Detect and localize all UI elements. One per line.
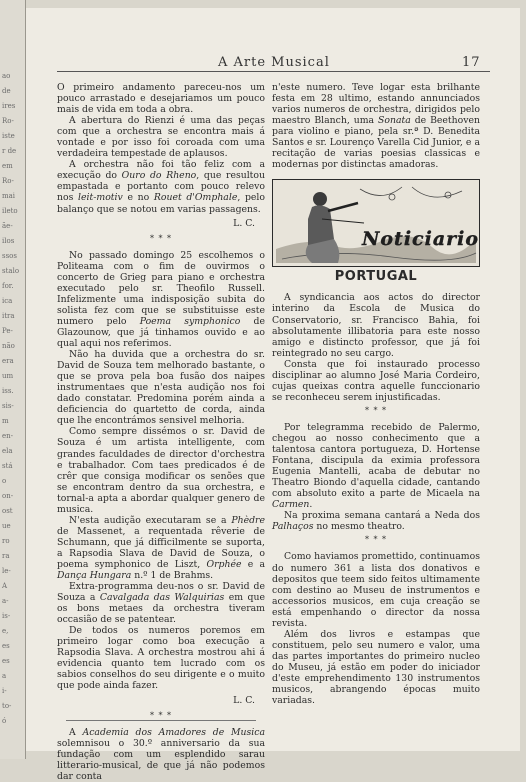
offcut-fragment: ileto xyxy=(2,207,18,215)
offcut-fragment: iste xyxy=(2,132,15,140)
asterism-divider: * * * xyxy=(364,535,388,545)
offcut-fragment: um xyxy=(2,372,14,380)
offcut-fragment: i- xyxy=(2,687,7,695)
offcut-fragment: en- xyxy=(2,432,14,440)
offcut-fragment: ilos xyxy=(2,237,15,245)
offcut-fragment: m xyxy=(2,417,9,425)
offcut-fragment: mai xyxy=(2,192,16,200)
signature-initials: L. C. xyxy=(233,694,255,706)
offcut-fragment: Pe- xyxy=(2,327,13,335)
noticiario-banner-illustration xyxy=(272,179,480,267)
offcut-fragment: sis- xyxy=(2,402,14,410)
offcut-fragment: to- xyxy=(2,702,12,710)
paragraph: N'esta audição executaram se a Phèdre de Massenet, a requentada rêverie de Schumann, que já difficilmente se suporta, a Rapsodia Slava de David de Souza, o poema symphonico de Liszt, Orphée e a Dança Hungara n.º 1 de Brahms. xyxy=(57,514,265,582)
offcut-fragment: e, xyxy=(2,627,9,635)
offcut-fragment: não xyxy=(2,342,15,350)
offcut-fragment: itra xyxy=(2,312,15,320)
offcut-fragment: iss. xyxy=(2,387,14,395)
offcut-fragment: em xyxy=(2,162,13,170)
paragraph: Como haviamos promettido, continuamos do numero 361 a lista dos donativos e depositos que teem sido feitos ultimamente com destino ao Museu de instrumentos e accessorios musicos, em cuja creação se está empenhando o director da nossa revista. xyxy=(272,551,480,629)
offcut-fragment: stalo xyxy=(2,267,20,275)
paragraph: A syndicancia aos actos do director interino da Escola de Musica do Conservatorio, sr. Francisco Bahia, foi absolutamente illibatoria para este nosso amigo e distincto professor, que já foi reintegrado no seu cargo. xyxy=(272,292,480,359)
section-heading-portugal: PORTUGAL xyxy=(334,269,418,285)
offcut-fragment: o xyxy=(2,477,7,485)
left-column xyxy=(57,82,265,782)
offcut-fragment: a- xyxy=(2,597,9,605)
offcut-fragment: ao xyxy=(2,72,11,80)
offcut-fragment: on- xyxy=(2,492,14,500)
asterism-divider: * * * xyxy=(364,405,388,415)
header-rule xyxy=(57,71,490,72)
paragraph: Além dos livros e estampas que constituem, pelo seu numero e valor, uma das partes importantes do primeiro nucleo do Museu, já estão em poder do iniciador d'este emprehendimento 130 instrumentos musicos, abrangendo épocas muito variadas. xyxy=(272,628,480,707)
offcut-fragment: ela xyxy=(2,447,13,455)
running-head-title: A Arte Musical xyxy=(218,55,330,70)
paragraph: A abertura do Rienzi é uma das peças com que a orchestra se encontra mais á vontade e por isso foi coroada com uma verdadeira tempestade de aplausos. xyxy=(57,115,265,160)
offcut-fragment: es xyxy=(2,642,10,650)
offcut-fragment: Ro- xyxy=(2,177,14,185)
offcut-fragment: stá xyxy=(2,462,13,470)
offcut-fragment: ires xyxy=(2,102,16,110)
offcut-fragment: ãe- xyxy=(2,222,13,230)
offcut-fragment: ro xyxy=(2,537,10,545)
asterism-divider: * * * xyxy=(149,233,173,243)
offcut-fragment: A xyxy=(2,582,8,590)
paragraph: De todos os numeros poremos em primeiro logar como boa execução a Rapsodia Slava. A orchestra mostrou ahi á evidencia quanto tem lucrado com os sabios conselhos do seu dirigente e o muito que pode ainda fazer. xyxy=(57,625,265,692)
magazine-page xyxy=(26,8,520,782)
offcut-fragment: ó xyxy=(2,717,7,725)
paragraph: Consta que foi instaurado processo disciplinar ao alumno José Maria Cordeiro, cujas queixas contra aquelle funccionario se reconheceu serem injustificadas. xyxy=(272,358,480,403)
asterism-divider: * * * xyxy=(149,710,173,720)
page-number: 17 xyxy=(462,55,481,70)
offcut-fragment: a xyxy=(2,672,7,680)
offcut-fragment: is- xyxy=(2,612,11,620)
paragraph: Como sempre dissémos o sr. David de Souza é um artista intelligente, com grandes faculdades de director d'orchestra e trabalhador. Com taes predicados é de crêr que consiga modificar os senões que se encontram dentro da sua orchestra, e tornal-a apta a abordar qualquer genero de musica. xyxy=(57,426,265,515)
offcut-fragment: ra xyxy=(2,552,10,560)
paragraph: Extra-programma deu-nos o sr. David de Souza a Cavalgada das Walquirias em que os bons metaes da orchestra tiveram occasião de se patentear. xyxy=(57,581,265,626)
adjacent-page-edge xyxy=(0,0,26,759)
offcut-fragment: ssos xyxy=(2,252,17,260)
offcut-fragment: de xyxy=(2,87,11,95)
banner-lettering: Noticiario xyxy=(362,228,480,251)
paragraph: A orchestra não foi tão feliz com a execução do Ouro do Rheno, que resultou empastada e portanto com pouco relevo nos leit-motiv e no Rouet d'Omphale, pelo balanço que se notou em varias passagens. xyxy=(57,159,266,215)
paragraph: No passado domingo 25 escolhemos o Politeama com o fim de ouvirmos o concerto de Grieg para piano e orchestra executado pelo sr. Theofilo Russell. Infelizmente uma indisposição subita do solista fez com que se substituisse este numero pelo Poema symphonico de Glazounow, que já tinhamos ouvido e ao qual aqui nos referimos. xyxy=(57,249,265,350)
paragraph: A Academia dos Amadores de Musica solemnisou o 30.º anniversario da sua fundação com um esplendido sarau litterario-musical, de que já não podemos dar conta xyxy=(57,726,265,782)
signature-initials: L. C. xyxy=(233,217,255,229)
paragraph: Na proxima semana cantará a Neda dos Palhaços no mesmo theatro. xyxy=(272,510,480,533)
offcut-fragment: ost xyxy=(2,507,13,515)
offcut-fragment: ica xyxy=(2,297,13,305)
right-column xyxy=(272,82,480,706)
offcut-fragment: le- xyxy=(2,567,11,575)
paragraph: Não ha duvida que a orchestra do sr. David de Souza tem melhorado bastante, o que se prova pela boa fusão dos naipes instrumentaes que n'esta audição nos foi dado constatar. Predomina porém ainda a deficiencia do quartetto de corda, ainda que lhe encontrámos sensivel melhoria. xyxy=(57,349,265,427)
offcut-fragment: r de xyxy=(2,147,17,155)
offcut-fragment: for. xyxy=(2,282,14,290)
offcut-fragment: era xyxy=(2,357,14,365)
footer-rule xyxy=(66,720,256,721)
offcut-fragment: ue xyxy=(2,522,11,530)
offcut-fragment: es xyxy=(2,657,10,665)
paragraph: O primeiro andamento pareceu-nos um pouco arrastado e desejariamos um pouco mais de vida em toda a obra. xyxy=(57,82,265,116)
paragraph: Por telegramma recebido de Palermo, chegou ao nosso conhecimento que a talentosa cantora portugueza, D. Hortense Fontana, discipula da eximia professora Eugenia Mantelli, acaba de debutar no Theatro Biondo d'aquella cidade, cantando com absoluto exito a parte de Micaela na Carmen. xyxy=(272,421,480,511)
offcut-fragment: Ro- xyxy=(2,117,14,125)
paragraph: n'este numero. Teve logar esta brilhante festa em 28 ultimo, estando annunciados varios numeros de orchestra, dirigidos pelo maestro Blanch, uma Sonata de Beethoven para violino e piano, pela sr.ª D. Benedita Santos e sr. Lourenço Varella Cid Junior, e a recitação de varias poesias classicas e modernas por distinctas amadoras. xyxy=(272,82,480,171)
